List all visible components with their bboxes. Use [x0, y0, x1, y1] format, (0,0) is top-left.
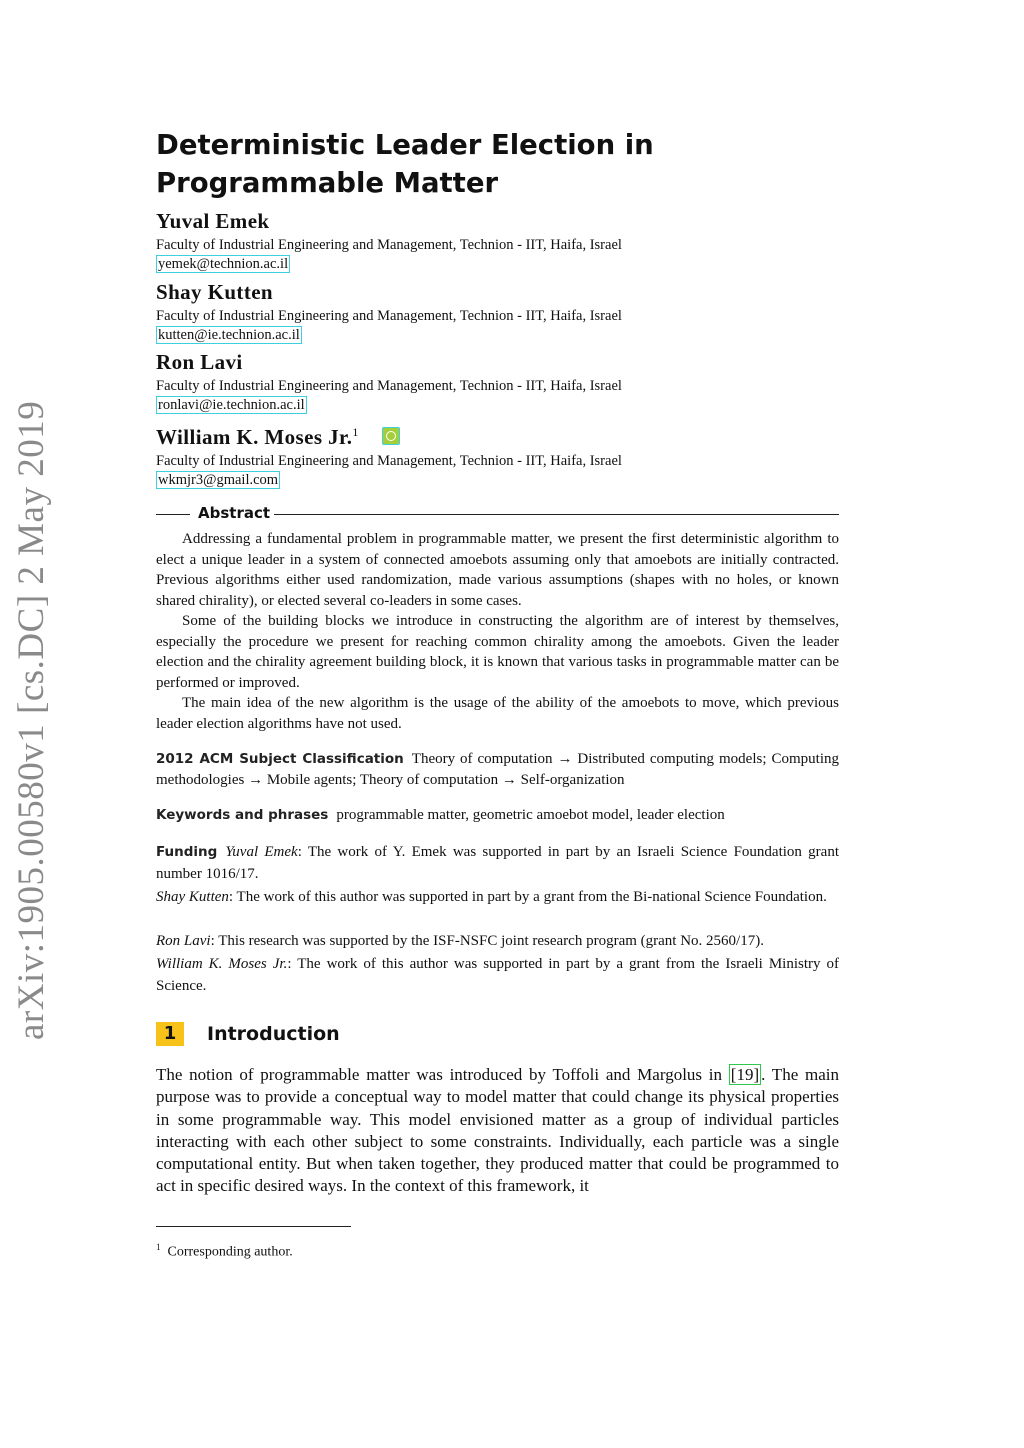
rule-left — [156, 514, 190, 515]
section-title: Introduction — [207, 1023, 340, 1045]
acm-label: 2012 ACM Subject Classification — [156, 751, 404, 767]
keywords — [156, 805, 839, 826]
intro-paragraph — [156, 1064, 839, 1198]
intro-text-part: The notion of programmable matter was introduced by Toffoli and Margolus in — [156, 1065, 729, 1084]
author-affiliation: Faculty of Industrial Engineering and Management, Technion - IIT, Haifa, Israel — [156, 453, 622, 469]
author-affiliation: Faculty of Industrial Engineering and Management, Technion - IIT, Haifa, Israel — [156, 378, 622, 394]
author-name-row — [156, 420, 622, 449]
author-name: William K. Moses Jr. — [156, 425, 353, 449]
funding-text: : The work of Y. Emek was supported in part by an Israeli Science Foundation grant number 1016/17. — [156, 844, 839, 882]
arxiv-identifier-stamp: arXiv:1905.00580v1 [cs.DC] 2 May 2019 — [11, 400, 52, 1040]
footnote-text: Corresponding author. — [167, 1244, 293, 1260]
citation-link[interactable]: [19] — [730, 1065, 760, 1084]
abstract-paragraph: The main idea of the new algorithm is the usage of the ability of the amoebots to move, which previous leader election algorithms have not used. — [156, 695, 839, 732]
funding-person: Shay Kutten — [156, 889, 229, 905]
intro-text-part: . The main purpose was to provide a conceptual way to model matter that could change its physical properties in some programmable way. This model envisioned matter as a group of individual particles interacting with each other subject to some constraints. Individually, each particle was a single computational entity. But when taken together, they produced matter that could be programmed to act in specific desired ways. In the context of this framework, it — [156, 1065, 839, 1196]
funding-entry — [156, 841, 839, 885]
author-affiliation: Faculty of Industrial Engineering and Management, Technion - IIT, Haifa, Israel — [156, 308, 622, 324]
author-email-link[interactable]: wkmjr3@gmail.com — [158, 472, 279, 488]
author-block — [156, 280, 622, 344]
section-number-badge: 1 — [156, 1022, 184, 1046]
funding-label: Funding — [156, 844, 218, 860]
funding-person: William K. Moses Jr. — [156, 956, 288, 972]
funding-text: : This research was supported by the ISF-NSFC joint research program (grant No. 2560/17). — [210, 933, 764, 949]
funding-person: Ron Lavi — [156, 933, 211, 949]
funding-entry — [156, 886, 839, 908]
acm-text: Theory of computation → Distributed computing models; Computing methodologies → Mobile agents; Theory of computation → Self-organization — [156, 751, 839, 788]
author-block — [156, 420, 622, 489]
abstract-paragraph: Some of the building blocks we introduce in constructing the algorithm are of interest by themselves, especially the procedure we present for reaching common chirality among the amoebots. Given the leader election and the chirality agreement building block, it is known that various tasks in programmable matter can be performed or improved. — [156, 613, 839, 691]
footnote-mark: 1 — [156, 1242, 161, 1252]
author-name: Shay Kutten — [156, 280, 274, 304]
author-block — [156, 209, 622, 273]
funding-entry — [156, 953, 839, 997]
paper-title: Deterministic Leader Election in Programmable Matter — [156, 129, 654, 199]
author-email-link[interactable]: kutten@ie.technion.ac.il — [158, 327, 300, 343]
funding-person: Yuval Emek — [225, 844, 298, 860]
abstract-heading: Abstract — [198, 504, 271, 522]
abstract-heading-rule — [156, 505, 839, 525]
author-block — [156, 350, 622, 414]
funding-entry — [156, 930, 839, 952]
abstract-paragraph: Addressing a fundamental problem in programmable matter, we present the first deterministic algorithm to elect a unique leader in a system of connected amoebots assuming only that amoebots are initially contracted. Previous algorithms either used randomization, made various assumptions (shapes with no holes, or known shared chirality), or elected several co-leaders in some cases. — [156, 531, 839, 609]
footnote — [156, 1238, 293, 1262]
acm-classification — [156, 749, 839, 791]
author-email-link[interactable]: yemek@technion.ac.il — [158, 256, 289, 272]
section-heading — [156, 1022, 340, 1046]
funding-text: : The work of this author was supported in part by a grant from the Israeli Ministry of Science. — [156, 956, 839, 994]
rule-right — [274, 514, 839, 515]
keywords-text: programmable matter, geometric amoebot model, leader election — [336, 807, 725, 823]
keywords-label: Keywords and phrases — [156, 807, 329, 823]
author-name: Yuval Emek — [156, 209, 270, 233]
author-affiliation: Faculty of Industrial Engineering and Management, Technion - IIT, Haifa, Israel — [156, 237, 622, 253]
author-footnote-mark: 1 — [352, 425, 359, 439]
orcid-icon[interactable] — [382, 427, 400, 445]
author-email-link[interactable]: ronlavi@ie.technion.ac.il — [158, 397, 305, 413]
author-name: Ron Lavi — [156, 350, 243, 374]
funding-text: : The work of this author was supported in part by a grant from the Bi-national Science Foundation. — [228, 889, 827, 905]
footnote-rule — [156, 1226, 351, 1227]
